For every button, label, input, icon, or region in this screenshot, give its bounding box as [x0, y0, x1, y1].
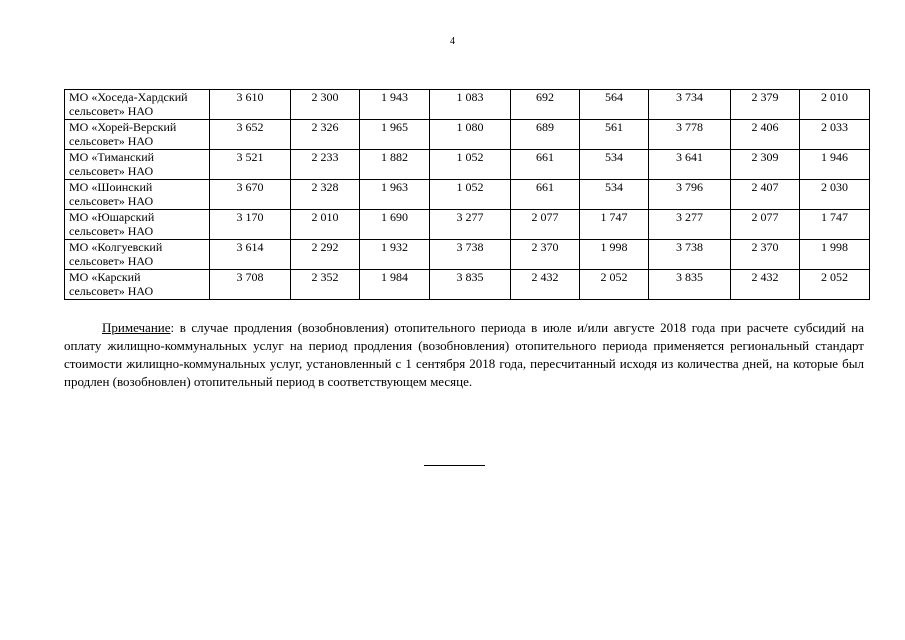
value-cell: 1 998 — [800, 240, 870, 270]
value-cell: 2 233 — [291, 150, 360, 180]
value-cell: 1 747 — [800, 210, 870, 240]
table-row — [65, 150, 870, 180]
municipality-name-cell — [65, 210, 210, 240]
value-cell: 3 521 — [210, 150, 291, 180]
value-cell: 2 077 — [731, 210, 800, 240]
municipality-name-cell — [65, 180, 210, 210]
value-cell: 1 965 — [360, 120, 430, 150]
municipality-name-line1: МО «Карский — [69, 270, 141, 284]
municipality-name-line2: сельсовет» НАО — [69, 194, 154, 208]
value-cell: 3 652 — [210, 120, 291, 150]
value-cell: 2 010 — [800, 90, 870, 120]
value-cell: 2 309 — [731, 150, 800, 180]
municipality-name-cell — [65, 270, 210, 300]
value-cell: 1 946 — [800, 150, 870, 180]
value-cell: 1 984 — [360, 270, 430, 300]
value-cell: 2 328 — [291, 180, 360, 210]
value-cell: 2 052 — [800, 270, 870, 300]
value-cell: 2 077 — [511, 210, 580, 240]
value-cell: 2 407 — [731, 180, 800, 210]
value-cell: 2 352 — [291, 270, 360, 300]
table-row — [65, 180, 870, 210]
value-cell: 3 835 — [649, 270, 731, 300]
value-cell: 3 835 — [430, 270, 511, 300]
value-cell: 3 738 — [430, 240, 511, 270]
value-cell: 564 — [580, 90, 649, 120]
value-cell: 1 747 — [580, 210, 649, 240]
value-cell: 3 641 — [649, 150, 731, 180]
subsidy-standards-table — [64, 89, 870, 300]
value-cell: 2 010 — [291, 210, 360, 240]
municipality-name-line1: МО «Юшарский — [69, 210, 155, 224]
table-row — [65, 90, 870, 120]
value-cell: 1 943 — [360, 90, 430, 120]
municipality-name-line1: МО «Колгуевский — [69, 240, 163, 254]
value-cell: 3 708 — [210, 270, 291, 300]
municipality-name-line2: сельсовет» НАО — [69, 164, 154, 178]
value-cell: 3 170 — [210, 210, 291, 240]
value-cell: 3 796 — [649, 180, 731, 210]
value-cell: 689 — [511, 120, 580, 150]
table-row — [65, 270, 870, 300]
value-cell: 1 080 — [430, 120, 511, 150]
municipality-name-line2: сельсовет» НАО — [69, 104, 154, 118]
note-paragraph — [64, 319, 864, 391]
value-cell: 1 083 — [430, 90, 511, 120]
value-cell: 2 030 — [800, 180, 870, 210]
table-row — [65, 240, 870, 270]
value-cell: 2 432 — [731, 270, 800, 300]
value-cell: 534 — [580, 180, 649, 210]
end-of-document-line — [424, 465, 485, 466]
municipality-name-cell — [65, 150, 210, 180]
value-cell: 3 734 — [649, 90, 731, 120]
value-cell: 3 614 — [210, 240, 291, 270]
value-cell: 534 — [580, 150, 649, 180]
value-cell: 3 277 — [649, 210, 731, 240]
value-cell: 2 379 — [731, 90, 800, 120]
value-cell: 1 052 — [430, 150, 511, 180]
value-cell: 1 932 — [360, 240, 430, 270]
value-cell: 1 963 — [360, 180, 430, 210]
municipality-name-line1: МО «Хорей-Верский — [69, 120, 177, 134]
value-cell: 1 882 — [360, 150, 430, 180]
table-row — [65, 210, 870, 240]
municipality-name-cell — [65, 90, 210, 120]
municipality-name-line2: сельсовет» НАО — [69, 134, 154, 148]
value-cell: 3 610 — [210, 90, 291, 120]
value-cell: 2 370 — [731, 240, 800, 270]
value-cell: 661 — [511, 150, 580, 180]
municipality-name-line1: МО «Шоинский — [69, 180, 153, 194]
municipality-name-cell — [65, 240, 210, 270]
value-cell: 3 778 — [649, 120, 731, 150]
value-cell: 1 690 — [360, 210, 430, 240]
value-cell: 2 292 — [291, 240, 360, 270]
municipality-name-line2: сельсовет» НАО — [69, 224, 154, 238]
table-row — [65, 120, 870, 150]
value-cell: 692 — [511, 90, 580, 120]
value-cell: 661 — [511, 180, 580, 210]
municipality-name-line2: сельсовет» НАО — [69, 284, 154, 298]
page-number: 4 — [450, 36, 455, 47]
value-cell: 2 300 — [291, 90, 360, 120]
municipality-name-line1: МО «Хоседа-Хардский — [69, 90, 188, 104]
value-cell: 561 — [580, 120, 649, 150]
value-cell: 2 406 — [731, 120, 800, 150]
value-cell: 3 277 — [430, 210, 511, 240]
municipality-name-cell — [65, 120, 210, 150]
value-cell: 2 432 — [511, 270, 580, 300]
value-cell: 2 370 — [511, 240, 580, 270]
value-cell: 2 052 — [580, 270, 649, 300]
municipality-name-line1: МО «Тиманский — [69, 150, 155, 164]
value-cell: 1 052 — [430, 180, 511, 210]
value-cell: 3 738 — [649, 240, 731, 270]
note-label: Примечание — [102, 320, 171, 335]
municipality-name-line2: сельсовет» НАО — [69, 254, 154, 268]
value-cell: 3 670 — [210, 180, 291, 210]
value-cell: 2 033 — [800, 120, 870, 150]
value-cell: 2 326 — [291, 120, 360, 150]
value-cell: 1 998 — [580, 240, 649, 270]
note-text: : в случае продления (возобновления) отопительного периода в июле и/или августе 2018 года при расчете субсидий на оплату жилищно-коммунальных услуг на период продления (возобновления) отопительного периода применяется региональный стандарт стоимости жилищно-коммунальных услуг, установленный с 1 сентября 2018 года, пересчитанный исходя из количества дней, на которые был продлен (возобновлен) отопительный период в соответствующем месяце. — [64, 320, 864, 389]
